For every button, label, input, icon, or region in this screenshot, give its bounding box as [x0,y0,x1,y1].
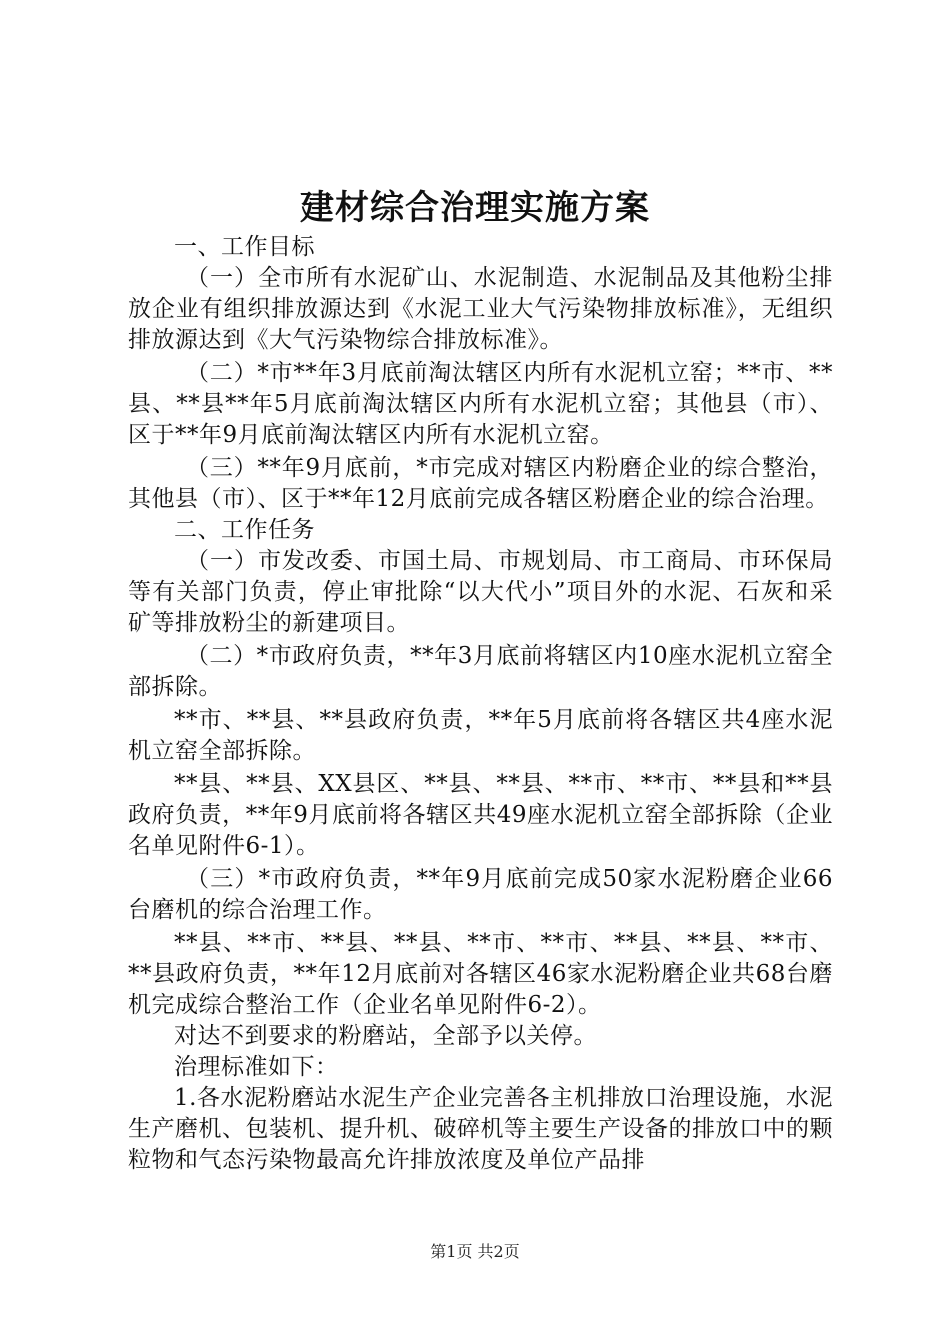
document-body [128,232,833,1176]
paragraph: （二）*市**年3月底前淘汰辖区内所有水泥机立窑；**市、**县、**县**年5月底前淘汰辖区内所有水泥机立窑；其他县（市）、区于**年9月底前淘汰辖区内所有水泥机立窑。 [128,360,833,448]
paragraph: （三）**年9月底前，*市完成对辖区内粉磨企业的综合整治，其他县（市）、区于**年12月底前完成各辖区粉磨企业的综合治理。 [128,455,833,512]
document-title: 建材综合治理实施方案 [300,188,650,228]
paragraph: （一）市发改委、市国土局、市规划局、市工商局、市环保局等有关部门负责，停止审批除“以大代小”项目外的水泥、石灰和采矿等排放粉尘的新建项目。 [128,548,833,636]
paragraph: **县、**县、XX县区、**县、**县、**市、**市、**县和**县政府负责，**年9月底前将各辖区共49座水泥机立窑全部拆除（企业名单见附件6-1）。 [128,771,833,859]
section-heading-tasks: 二、工作任务 [174,517,315,543]
paragraph: **县、**市、**县、**县、**市、**市、**县、**县、**市、**县政府负责，**年12月底前对各辖区46家水泥粉磨企业共68台磨机完成综合整治工作（企业名单见附件6-2）。 [128,930,833,1018]
section-heading-goals: 一、工作目标 [174,234,315,260]
paragraph: **市、**县、**县政府负责，**年5月底前将各辖区共4座水泥机立窑全部拆除。 [128,707,833,764]
paragraph: 治理标准如下： [174,1054,339,1080]
page-footer: 第1页 共2页 [430,1242,520,1261]
paragraph: 对达不到要求的粉磨站，全部予以关停。 [174,1023,597,1049]
paragraph: （三）*市政府负责，**年9月底前完成50家水泥粉磨企业66台磨机的综合治理工作。 [128,866,833,923]
paragraph: （二）*市政府负责，**年3月底前将辖区内10座水泥机立窑全部拆除。 [128,643,833,700]
paragraph: （一）全市所有水泥矿山、水泥制造、水泥制品及其他粉尘排放企业有组织排放源达到《水泥工业大气污染物排放标准》，无组织排放源达到《大气污染物综合排放标准》。 [128,265,833,353]
paragraph: 1.各水泥粉磨站水泥生产企业完善各主机排放口治理设施，水泥生产磨机、包装机、提升机、破碎机等主要生产设备的排放口中的颗粒物和气态污染物最高允许排放浓度及单位产品排 [128,1085,833,1173]
